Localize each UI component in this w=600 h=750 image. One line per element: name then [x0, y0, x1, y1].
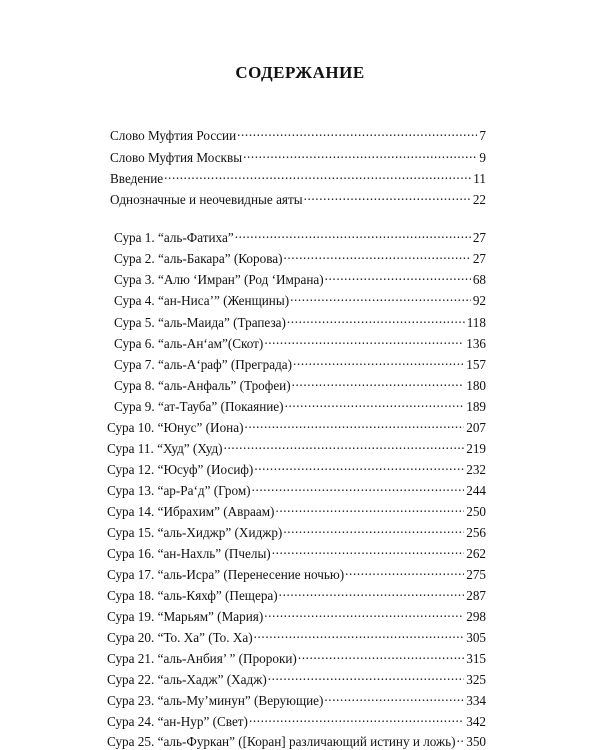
toc-entry-sura[interactable] — [107, 688, 486, 708]
dot-leader — [275, 499, 464, 516]
toc-entry-page: 244 — [466, 483, 486, 498]
toc-entry-page: 27 — [472, 251, 486, 266]
toc-entry-sura[interactable] — [107, 457, 486, 477]
toc-entry-title: Сура 2. “аль-Бакара” (Корова) — [114, 251, 283, 266]
toc-entry-title: Введение — [110, 171, 164, 186]
toc-entry-title: Сура 14. “Ибрахим” (Авраам) — [107, 504, 275, 519]
toc-entry-sura[interactable] — [114, 310, 486, 330]
toc-entry-title: Сура 18. “аль-Кяхф” (Пещера) — [107, 588, 278, 603]
toc-entry-page: 136 — [466, 336, 486, 351]
dot-leader — [345, 562, 464, 579]
toc-entry-title: Сура 12. “Юсуф” (Иосиф) — [107, 462, 254, 477]
dot-leader — [290, 288, 471, 305]
toc-entry-page: 315 — [466, 651, 486, 666]
toc-entry-title: Сура 3. “Алю ‘Имран” (Род ‘Имрана) — [114, 272, 324, 287]
dot-leader — [252, 478, 465, 495]
dot-leader — [298, 646, 464, 663]
toc-entry-title: Однозначные и неочевидные аяты — [110, 192, 303, 207]
toc-entry-title: Сура 11. “Худ” (Худ) — [107, 441, 223, 456]
toc-entry-page: 275 — [466, 567, 486, 582]
toc-entry-page: 232 — [466, 462, 486, 477]
toc-entry-page: 334 — [466, 693, 486, 708]
toc-entry-sura[interactable] — [114, 267, 486, 287]
toc-entry-intro[interactable] — [110, 145, 486, 165]
toc-entry-title: Сура 4. “ан-Ниса’” (Женщины) — [114, 293, 290, 308]
toc-entry-sura[interactable] — [107, 436, 486, 456]
toc-entry-sura[interactable] — [107, 646, 486, 666]
toc-entry-page: 7 — [479, 128, 486, 143]
dot-leader — [272, 541, 465, 558]
toc-entry-title: Сура 8. “аль-Анфаль” (Трофеи) — [114, 378, 291, 393]
toc-entry-intro[interactable] — [110, 166, 486, 186]
toc-entry-title: Слово Муфтия России — [110, 128, 237, 143]
toc-entry-sura[interactable] — [107, 499, 486, 519]
toc-entry-page: 27 — [472, 230, 486, 245]
toc-entry-title: Слово Муфтия Москвы — [110, 150, 243, 165]
toc-entry-page: 250 — [466, 504, 486, 519]
toc-entry-page: 189 — [466, 399, 486, 414]
toc-entry-page: 207 — [466, 420, 486, 435]
toc-entry-page: 298 — [466, 609, 486, 624]
toc-entry-title: Сура 23. “аль-Му’минун” (Верующие) — [107, 693, 324, 708]
dot-leader — [304, 187, 471, 204]
dot-leader — [292, 373, 465, 390]
toc-entry-title: Сура 25. “аль-Фуркан” ([Коран] различающий истину и ложь) — [107, 734, 456, 749]
toc-entry-sura[interactable] — [114, 352, 486, 372]
toc-entry-sura[interactable] — [107, 541, 486, 561]
toc-entry-title: Сура 17. “аль-Исра” (Перенесение ночью) — [107, 567, 345, 582]
toc-entry-title: Сура 7. “аль-А‘раф” (Преграда) — [114, 357, 293, 372]
dot-leader — [283, 520, 464, 537]
toc-entry-page: 11 — [473, 171, 486, 186]
toc-entry-sura[interactable] — [107, 583, 486, 603]
dot-leader — [237, 123, 477, 140]
toc-entry-page: 22 — [472, 192, 486, 207]
toc-entry-page: 305 — [466, 630, 486, 645]
page-title: СОДЕРЖАНИЕ — [235, 63, 365, 82]
toc-entry-title: Сура 19. “Марьям” (Мария) — [107, 609, 264, 624]
toc-entry-sura[interactable] — [107, 478, 486, 498]
dot-leader — [268, 667, 464, 684]
toc-entry-sura[interactable] — [107, 415, 486, 435]
dot-leader — [324, 688, 464, 705]
toc-entry-page: 262 — [466, 546, 486, 561]
dot-leader — [244, 415, 464, 432]
toc-entry-page: 256 — [466, 525, 486, 540]
toc-entry-title: Сура 21. “аль-Анбия’ ” (Пророки) — [107, 651, 297, 666]
toc-entry-title: Сура 9. “ат-Тауба” (Покаяние) — [114, 399, 284, 414]
toc-entry-title: Сура 10. “Юнус” (Иона) — [107, 420, 244, 435]
toc-entry-sura[interactable] — [114, 394, 486, 414]
toc-entry-title: Сура 6. “аль-Ан‘ам”(Скот) — [114, 336, 264, 351]
toc-entry-title: Сура 20. “То. Ха” (То. Ха) — [107, 630, 253, 645]
dot-leader — [164, 166, 471, 183]
toc-entry-sura[interactable] — [107, 709, 486, 729]
dot-leader — [249, 709, 464, 726]
dot-leader — [285, 394, 465, 411]
toc-entry-sura[interactable] — [107, 604, 486, 624]
toc-entry-sura[interactable] — [114, 331, 486, 351]
toc-entry-sura[interactable] — [107, 625, 486, 645]
dot-leader — [224, 436, 465, 453]
toc-entry-sura[interactable] — [114, 246, 486, 266]
dot-leader — [287, 310, 465, 327]
toc-entry-page: 92 — [472, 293, 486, 308]
toc-entry-title: Сура 16. “ан-Нахль” (Пчелы) — [107, 546, 271, 561]
dot-leader — [254, 625, 465, 642]
toc-entry-sura[interactable] — [107, 667, 486, 687]
dot-leader — [264, 331, 464, 348]
toc-entry-sura[interactable] — [114, 288, 486, 308]
toc-entry-page: 219 — [466, 441, 486, 456]
toc-entry-sura[interactable] — [107, 562, 486, 582]
toc-entry-title: Сура 22. “аль-Хадж” (Хадж) — [107, 672, 267, 687]
dot-leader — [235, 225, 471, 242]
dot-leader — [457, 729, 465, 746]
dot-leader — [279, 583, 465, 600]
dot-leader — [243, 145, 477, 162]
toc-entry-page: 342 — [466, 714, 486, 729]
toc-entry-title: Сура 5. “аль-Маида” (Трапеза) — [114, 315, 286, 330]
toc-entry-page: 68 — [472, 272, 486, 287]
toc-entry-page: 157 — [466, 357, 486, 372]
dot-leader — [264, 604, 464, 621]
toc-entry-page: 9 — [479, 150, 486, 165]
toc-entry-intro[interactable] — [110, 123, 486, 143]
toc-entry-title: Сура 13. “ар-Ра‘д” (Гром) — [107, 483, 251, 498]
toc-entry-sura[interactable] — [107, 520, 486, 540]
toc-entry-intro[interactable] — [110, 187, 486, 207]
dot-leader — [325, 267, 471, 284]
dot-leader — [293, 352, 464, 369]
toc-entry-page: 287 — [466, 588, 486, 603]
toc-entry-title: Сура 24. “ан-Нур” (Свет) — [107, 714, 248, 729]
toc-entry-page: 180 — [466, 378, 486, 393]
toc-entry-title: Сура 1. “аль-Фатиха” — [114, 230, 234, 245]
toc-entry-title: Сура 15. “аль-Хиджр” (Хиджр) — [107, 525, 283, 540]
toc-entry-sura[interactable] — [114, 225, 486, 245]
dot-leader — [254, 457, 464, 474]
toc-entry-sura[interactable] — [114, 373, 486, 393]
dot-leader — [284, 246, 471, 263]
toc-entry-page: 325 — [466, 672, 486, 687]
toc-entry-page: 118 — [466, 315, 486, 330]
toc-entry-page: 350 — [466, 734, 486, 749]
toc-entry-sura[interactable] — [107, 729, 486, 749]
